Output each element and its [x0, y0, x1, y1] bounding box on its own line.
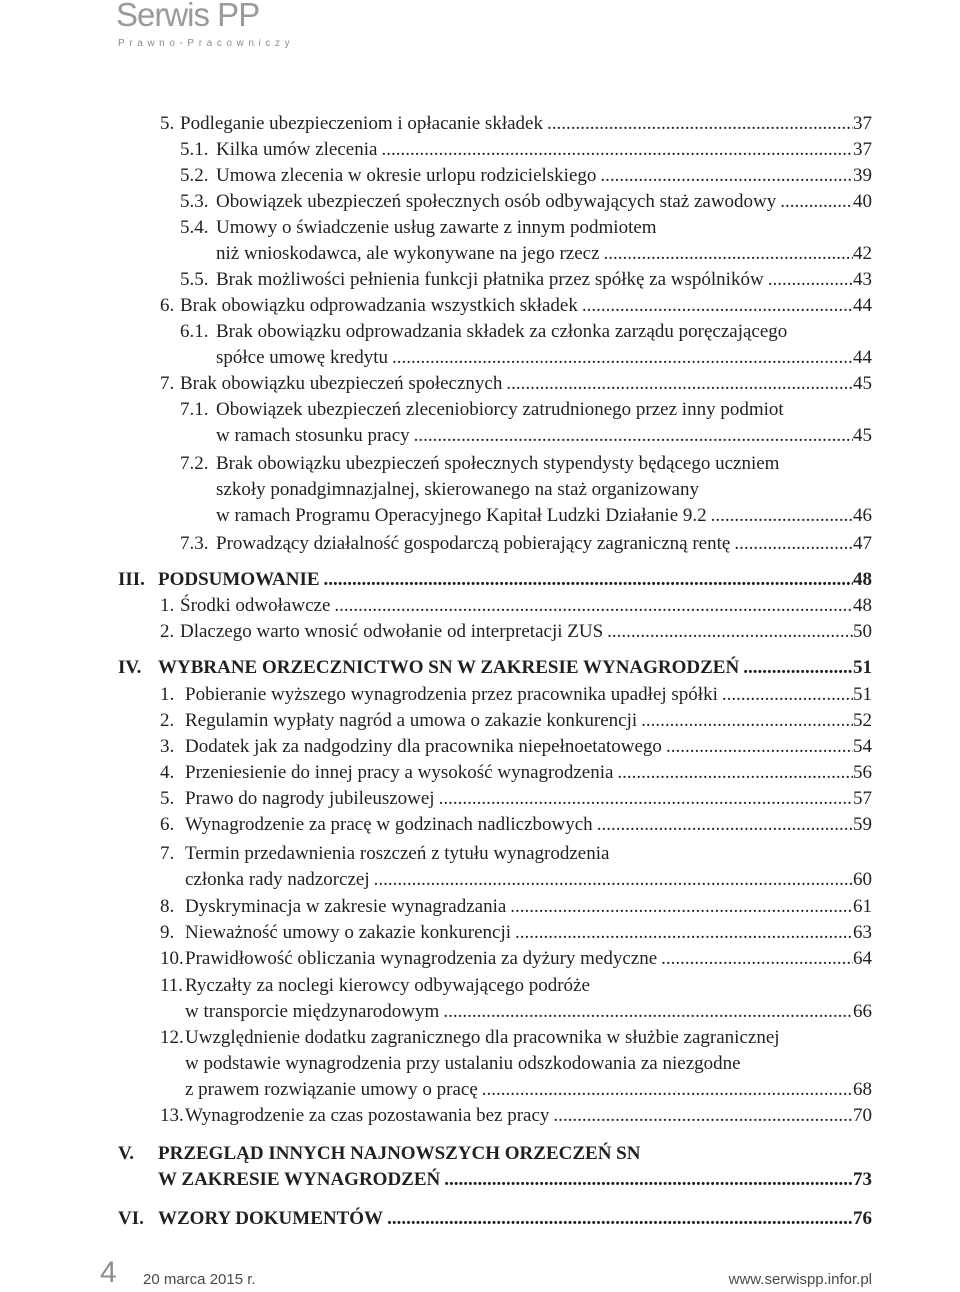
dot-leader: [388, 345, 853, 371]
toc-entry[interactable]: [160, 293, 872, 319]
toc-page-number: 60: [853, 869, 872, 890]
toc-page-number: 44: [853, 295, 872, 316]
toc-title: w transporcie międzynarodowym: [185, 1001, 440, 1022]
toc-number: 7.1.: [180, 399, 209, 420]
dot-leader: [377, 137, 853, 163]
toc-entry[interactable]: [160, 841, 872, 867]
toc-number: IV.: [118, 657, 142, 678]
toc-entry[interactable]: [160, 1077, 872, 1103]
toc-entry[interactable]: [180, 319, 872, 345]
toc-number: 5.2.: [180, 165, 209, 186]
dot-leader: [435, 786, 853, 812]
toc-number: VI.: [118, 1208, 144, 1229]
toc-title: w podstawie wynagrodzenia przy ustalaniu odszkodowania za niezgodne: [185, 1053, 741, 1074]
toc-entry[interactable]: [180, 503, 872, 529]
toc-entry[interactable]: [180, 163, 872, 189]
dot-leader: [707, 503, 853, 529]
toc-number: 5.3.: [180, 191, 209, 212]
toc-page-number: 68: [853, 1079, 872, 1100]
dot-leader: [764, 267, 853, 293]
dot-leader: [637, 708, 853, 734]
toc-number: 7.: [160, 843, 175, 864]
toc-number: 4.: [160, 762, 175, 783]
toc-number: 9.: [160, 922, 175, 943]
toc-page-number: 42: [853, 243, 872, 264]
toc-number: 11.: [160, 975, 184, 996]
toc-title: z prawem rozwiązanie umowy o pracę: [185, 1079, 478, 1100]
toc-entry[interactable]: [160, 619, 872, 645]
dot-leader: [657, 946, 853, 972]
toc-number: 13.: [160, 1105, 184, 1126]
toc-entry[interactable]: [160, 786, 872, 812]
dot-leader: [776, 189, 853, 215]
toc-title: PODSUMOWANIE: [158, 569, 320, 590]
toc-page-number: 73: [853, 1169, 872, 1190]
toc-entry[interactable]: [160, 867, 872, 893]
dot-leader: [578, 293, 853, 319]
toc-title: WZORY DOKUMENTÓW: [158, 1208, 384, 1229]
toc-page-number: 45: [853, 373, 872, 394]
toc-page-number: 39: [853, 165, 872, 186]
toc-number: 5.4.: [180, 217, 209, 238]
dot-leader: [600, 241, 853, 267]
toc-title: Pobieranie wyższego wynagrodzenia przez pracownika upadłej spółki: [185, 684, 718, 705]
toc-number: 2.: [160, 710, 175, 731]
toc-entry[interactable]: [160, 708, 872, 734]
toc-title: Środki odwoławcze: [180, 595, 331, 616]
dot-leader: [506, 894, 853, 920]
toc-page-number: 40: [853, 191, 872, 212]
toc-entry[interactable]: [180, 451, 872, 477]
toc-entry[interactable]: [160, 999, 872, 1025]
toc-title: Dlaczego warto wnosić odwołanie od interpretacji ZUS: [180, 621, 604, 642]
brand-name: Serwis PP: [116, 0, 260, 33]
toc-page-number: 37: [853, 113, 872, 134]
toc-entry[interactable]: [160, 1051, 872, 1077]
brand-subtitle: Prawno-Pracowniczy: [118, 38, 295, 49]
toc-number: 10.: [160, 948, 184, 969]
toc-number: 6.: [160, 295, 175, 316]
toc-entry[interactable]: [118, 1167, 872, 1193]
toc-entry[interactable]: [180, 423, 872, 449]
dot-leader: [613, 760, 853, 786]
toc-entry[interactable]: [180, 241, 872, 267]
toc-page-number: 48: [853, 595, 872, 616]
toc-number: V.: [118, 1143, 135, 1164]
toc-entry[interactable]: [180, 215, 872, 241]
toc-title: W ZAKRESIE WYNAGRODZEŃ: [158, 1169, 441, 1190]
dot-leader: [549, 1103, 853, 1129]
toc-number: III.: [118, 569, 145, 590]
toc-page-number: 51: [853, 684, 872, 705]
toc-title: Obowiązek ubezpieczeń społecznych osób odbywających staż zawodowy: [216, 191, 777, 212]
toc-title: w ramach Programu Operacyjnego Kapitał Ludzki Działanie 9.2: [216, 505, 707, 526]
toc-entry[interactable]: [180, 397, 872, 423]
toc-title: Przeniesienie do innej pracy a wysokość wynagrodzenia: [185, 762, 614, 783]
dot-leader: [410, 423, 853, 449]
toc-title: Uwzględnienie dodatku zagranicznego dla pracownika w służbie zagranicznej: [185, 1027, 780, 1048]
toc-title: WYBRANE ORZECZNICTWO SN W ZAKRESIE WYNAGRODZEŃ: [158, 657, 740, 678]
toc-entry[interactable]: [118, 567, 872, 593]
toc-title: Ryczałty za noclegi kierowcy odbywającego podróże: [185, 975, 590, 996]
toc-title: Obowiązek ubezpieczeń zleceniobiorcy zatrudnionego przez inny podmiot: [216, 399, 784, 420]
dot-leader: [320, 567, 853, 593]
toc-title: Brak obowiązku odprowadzania składek za członka zarządu poręczającego: [216, 321, 788, 342]
toc-title: Prawo do nagrody jubileuszowej: [185, 788, 435, 809]
dot-leader: [593, 812, 853, 838]
toc-title: Umowy o świadczenie usług zawarte z innym podmiotem: [216, 217, 657, 238]
toc-title: Wynagrodzenie za czas pozostawania bez pracy: [185, 1105, 550, 1126]
toc-page-number: 47: [853, 533, 872, 554]
toc-title: Podleganie ubezpieczeniom i opłacanie składek: [180, 113, 543, 134]
dot-leader: [370, 867, 853, 893]
toc-title: Termin przedawnienia roszczeń z tytułu wynagrodzenia: [185, 843, 610, 864]
toc-entry[interactable]: [118, 655, 872, 681]
footer-url[interactable]: www.serwispp.infor.pl: [728, 1271, 872, 1288]
toc-page-number: 46: [853, 505, 872, 526]
toc-entry[interactable]: [180, 267, 872, 293]
toc-entry[interactable]: [160, 1025, 872, 1051]
toc-number: 7.3.: [180, 533, 209, 554]
toc-number: 5.: [160, 788, 175, 809]
toc-entry[interactable]: [160, 920, 872, 946]
toc-page-number: 52: [853, 710, 872, 731]
toc-number: 7.2.: [180, 453, 209, 474]
dot-leader: [730, 531, 853, 557]
toc-page-number: 45: [853, 425, 872, 446]
toc-entry[interactable]: [180, 531, 872, 557]
toc-entry[interactable]: [180, 189, 872, 215]
toc-title: Wynagrodzenie za pracę w godzinach nadliczbowych: [185, 814, 593, 835]
toc-entry[interactable]: [160, 734, 872, 760]
toc-page-number: 63: [853, 922, 872, 943]
toc-number: 5.: [160, 113, 175, 134]
toc-title: członka rady nadzorczej: [185, 869, 370, 890]
toc-title: Prawidłowość obliczania wynagrodzenia za dyżury medyczne: [185, 948, 658, 969]
toc-entry[interactable]: [160, 111, 872, 137]
toc-page-number: 50: [853, 621, 872, 642]
toc-entry[interactable]: [160, 682, 872, 708]
toc-title: Nieważność umowy o zakazie konkurencji: [185, 922, 512, 943]
toc-entry[interactable]: [180, 345, 872, 371]
toc-entry[interactable]: [160, 973, 872, 999]
toc-page-number: 51: [853, 657, 872, 678]
toc-entry[interactable]: [180, 137, 872, 163]
dot-leader: [603, 619, 853, 645]
toc-page-number: 66: [853, 1001, 872, 1022]
toc-entry[interactable]: [160, 894, 872, 920]
toc-number: 6.1.: [180, 321, 209, 342]
toc-title: Dyskryminacja w zakresie wynagradzania: [185, 896, 507, 917]
dot-leader: [439, 999, 853, 1025]
dot-leader: [662, 734, 853, 760]
toc-page-number: 43: [853, 269, 872, 290]
toc-page-number: 56: [853, 762, 872, 783]
toc-page-number: 37: [853, 139, 872, 160]
dot-leader: [383, 1206, 853, 1232]
toc-entry[interactable]: [160, 946, 872, 972]
toc-title: Brak możliwości pełnienia funkcji płatnika przez spółkę za wspólników: [216, 269, 764, 290]
toc-title: spółce umowę kredytu: [216, 347, 389, 368]
toc-page-number: 61: [853, 896, 872, 917]
toc-page-number: 76: [853, 1208, 872, 1229]
dot-leader: [739, 655, 853, 681]
toc-page-number: 70: [853, 1105, 872, 1126]
toc-page-number: 44: [853, 347, 872, 368]
toc-number: 3.: [160, 736, 175, 757]
toc-title: Prowadzący działalność gospodarczą pobierający zagraniczną rentę: [216, 533, 731, 554]
toc-entry[interactable]: [160, 760, 872, 786]
toc-title: niż wnioskodawca, ale wykonywane na jego rzecz: [216, 243, 600, 264]
toc-number: 8.: [160, 896, 175, 917]
toc-entry[interactable]: [160, 812, 872, 838]
toc-page-number: 54: [853, 736, 872, 757]
dot-leader: [502, 371, 853, 397]
dot-leader: [511, 920, 853, 946]
toc-title: Umowa zlecenia w okresie urlopu rodzicielskiego: [216, 165, 597, 186]
dot-leader: [478, 1077, 853, 1103]
dot-leader: [596, 163, 853, 189]
toc-number: 2.: [160, 621, 175, 642]
toc-title: Kilka umów zlecenia: [216, 139, 378, 160]
toc-entry[interactable]: [160, 1103, 872, 1129]
toc-number: 5.5.: [180, 269, 209, 290]
toc-entry[interactable]: [160, 593, 872, 619]
toc-title: Dodatek jak za nadgodziny dla pracownika niepełnoetatowego: [185, 736, 662, 757]
toc-entry[interactable]: [118, 1206, 872, 1232]
toc-title: Brak obowiązku ubezpieczeń społecznych stypendysty będącego uczniem: [216, 453, 780, 474]
toc-number: 1.: [160, 595, 175, 616]
toc-title: w ramach stosunku pracy: [216, 425, 410, 446]
toc-title: Brak obowiązku odprowadzania wszystkich składek: [180, 295, 578, 316]
footer-page-number: 4: [100, 1256, 117, 1289]
toc-page-number: 64: [853, 948, 872, 969]
toc-number: 1.: [160, 684, 175, 705]
toc-entry[interactable]: [160, 371, 872, 397]
toc-title: Regulamin wypłaty nagród a umowa o zakazie konkurencji: [185, 710, 638, 731]
toc-title: szkoły ponadgimnazjalnej, skierowanego na staż organizowany: [216, 479, 699, 500]
toc-title: PRZEGLĄD INNYCH NAJNOWSZYCH ORZECZEŃ SN: [158, 1143, 641, 1164]
footer-date: 20 marca 2015 r.: [143, 1271, 256, 1288]
toc-number: 12.: [160, 1027, 184, 1048]
toc-page-number: 57: [853, 788, 872, 809]
toc-number: 6.: [160, 814, 175, 835]
toc-number: 7.: [160, 373, 175, 394]
dot-leader: [440, 1167, 853, 1193]
toc-page-number: 48: [853, 569, 872, 590]
toc-title: Brak obowiązku ubezpieczeń społecznych: [180, 373, 503, 394]
toc-number: 5.1.: [180, 139, 209, 160]
dot-leader: [543, 111, 853, 137]
toc-page-number: 59: [853, 814, 872, 835]
toc-entry[interactable]: [180, 477, 872, 503]
dot-leader: [330, 593, 853, 619]
dot-leader: [718, 682, 853, 708]
toc-entry[interactable]: [118, 1141, 872, 1167]
